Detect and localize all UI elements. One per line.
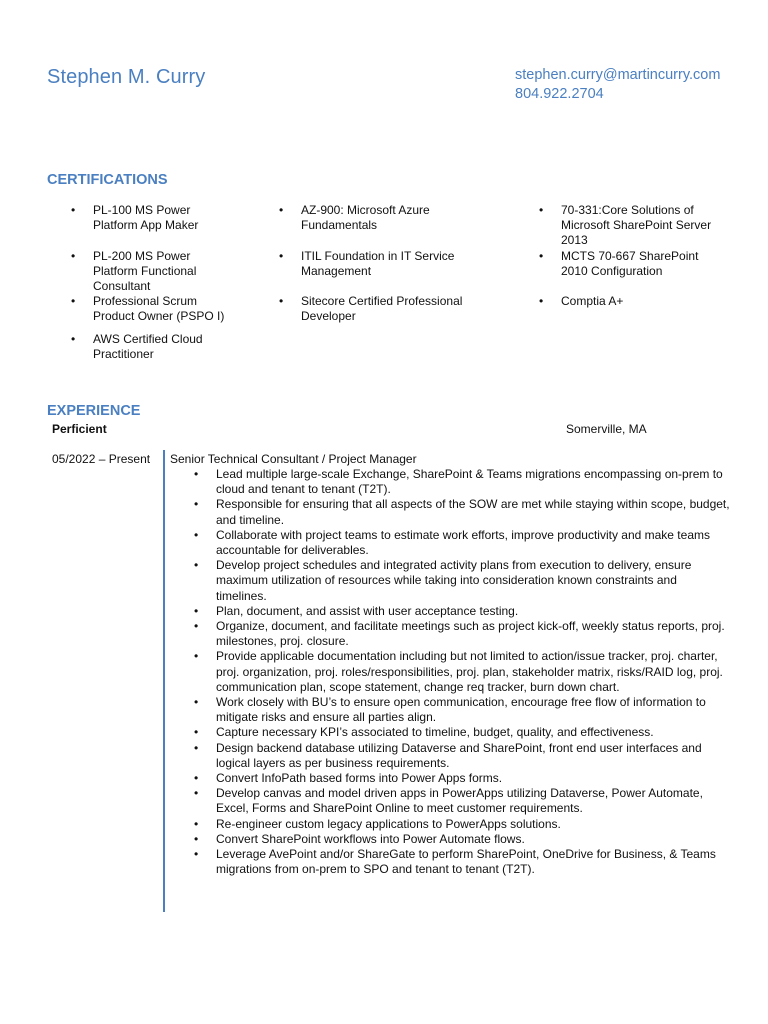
duty-item: • Leverage AvePoint and/or ShareGate to perform SharePoint, OneDrive for Business, & Teams migrations from on-prem to SPO and tenant to tenant (T2T). (170, 847, 730, 877)
experience-heading: EXPERIENCE (47, 403, 141, 419)
company-location: Somerville, MA (566, 422, 647, 436)
email-link[interactable]: stephen.curry@martincurry.com (515, 67, 721, 83)
duty-item: • Design backend database utilizing Dataverse and SharePoint, front end user interfaces and logical layers as per business requirements. (170, 741, 730, 771)
cert-item: • PL-200 MS Power Platform Functional Consultant (66, 249, 226, 294)
duty-item: • Work closely with BU’s to ensure open communication, encourage free flow of information to mitigate risks and ensure all parties align. (170, 695, 730, 725)
duty-item: • Develop project schedules and integrated activity plans from execution to delivery, ensure maximum utilization of resources while taking into consideration known constraints and timelines. (170, 558, 730, 604)
certifications-column-1 (66, 203, 226, 362)
duty-item: • Convert InfoPath based forms into Power Apps forms. (170, 771, 730, 786)
duty-item: • Responsible for ensuring that all aspects of the SOW are met while staying within scope, budget, and timeline. (170, 497, 730, 527)
contact-block (515, 66, 720, 104)
job-title: Senior Technical Consultant / Project Manager (170, 452, 417, 466)
duty-item: • Plan, document, and assist with user acceptance testing. (170, 604, 730, 619)
cert-item: • Sitecore Certified Professional Developer (274, 294, 474, 324)
candidate-name: Stephen M. Curry (47, 66, 206, 88)
cert-item: • AWS Certified Cloud Practitioner (66, 332, 226, 362)
certifications-column-3 (534, 203, 719, 324)
cert-item: • AZ-900: Microsoft Azure Fundamentals (274, 203, 474, 249)
duty-item: • Collaborate with project teams to estimate work efforts, improve productivity and make teams accountable for deliverables. (170, 528, 730, 558)
timeline-divider (163, 450, 165, 912)
phone-number: 804.922.2704 (515, 86, 604, 102)
duties-list (170, 467, 730, 877)
duty-item: • Re-engineer custom legacy applications to PowerApps solutions. (170, 817, 730, 832)
cert-item: • PL-100 MS Power Platform App Maker (66, 203, 226, 249)
cert-item: • 70-331:Core Solutions of Microsoft SharePoint Server 2013 (534, 203, 719, 249)
duty-item: • Develop canvas and model driven apps in PowerApps utilizing Dataverse, Power Automate, Excel, Forms and SharePoint Online to meet customer requirements. (170, 786, 730, 816)
cert-item: • Comptia A+ (534, 294, 719, 324)
cert-item: • MCTS 70-667 SharePoint 2010 Configuration (534, 249, 719, 294)
cert-item: • Professional Scrum Product Owner (PSPO I) (66, 294, 226, 332)
cert-item: • ITIL Foundation in IT Service Management (274, 249, 474, 294)
duty-item: • Lead multiple large-scale Exchange, SharePoint & Teams migrations encompassing on-prem to cloud and tenant to tenant (T2T). (170, 467, 730, 497)
certifications-heading: CERTIFICATIONS (47, 172, 168, 188)
duty-item: • Provide applicable documentation including but not limited to action/issue tracker, proj. charter, proj. organization, proj. roles/responsibilities, proj. plan, stakeholder matrix, risks/RAID log, proj. communication plan, scope statement, change req tracker, burn down chart. (170, 649, 730, 695)
certifications-column-2 (274, 203, 474, 324)
duty-item: • Capture necessary KPI’s associated to timeline, budget, quality, and effectiveness. (170, 725, 730, 740)
company-name: Perficient (52, 422, 107, 436)
duty-item: • Convert SharePoint workflows into Power Automate flows. (170, 832, 730, 847)
duty-item: • Organize, document, and facilitate meetings such as project kick-off, weekly status reports, proj. milestones, proj. closure. (170, 619, 730, 649)
employment-dates: 05/2022 – Present (52, 452, 151, 466)
